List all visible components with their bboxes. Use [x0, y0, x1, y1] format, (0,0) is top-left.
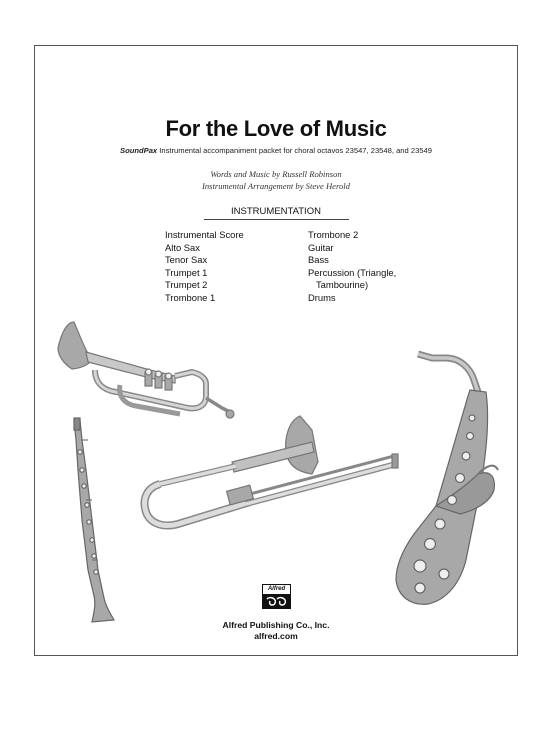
- alfred-logo: [262, 584, 291, 609]
- instrument-item: Tambourine): [316, 279, 369, 291]
- instrument-item: Trombone 1: [165, 291, 216, 303]
- publisher-name: Alfred Publishing Co., Inc.: [222, 620, 330, 630]
- alfred-logo-mark: [263, 595, 290, 609]
- credit-words: Words and Music by Russell Robinson: [210, 169, 342, 179]
- instrument-item: Trombone 2: [308, 229, 359, 240]
- instrument-item: Trumpet 2: [165, 279, 208, 291]
- subtitle-text: Instrumental accompaniment packet for choral octavos 23547, 23548, and 23549: [157, 146, 432, 155]
- instrument-item: Alto Sax: [165, 241, 200, 253]
- credit-arrangement: Instrumental Arrangement by Steve Herold: [202, 181, 350, 191]
- instrument-item: Drums: [308, 291, 336, 303]
- clarinet-illustration: [74, 418, 114, 622]
- publisher-website: alfred.com: [254, 631, 298, 641]
- instrumentation-heading: INSTRUMENTATION: [231, 206, 321, 217]
- trumpet-illustration: [58, 322, 234, 418]
- saxophone-illustration: [396, 354, 498, 604]
- instrument-item: Trumpet 1: [165, 266, 208, 278]
- instrument-item: Bass: [308, 254, 329, 266]
- instrument-item: Percussion (Triangle,: [308, 266, 397, 278]
- alfred-logo-text: Alfred: [263, 585, 290, 595]
- page-title: For the Love of Music: [165, 116, 387, 141]
- instrument-item: Guitar: [308, 241, 334, 253]
- soundpax-label: SoundPax: [120, 146, 158, 155]
- publisher-block: [0, 620, 552, 642]
- instrument-item: Instrumental Score: [165, 229, 244, 240]
- trombone-illustration: [145, 416, 398, 526]
- instrument-item: Tenor Sax: [165, 254, 208, 266]
